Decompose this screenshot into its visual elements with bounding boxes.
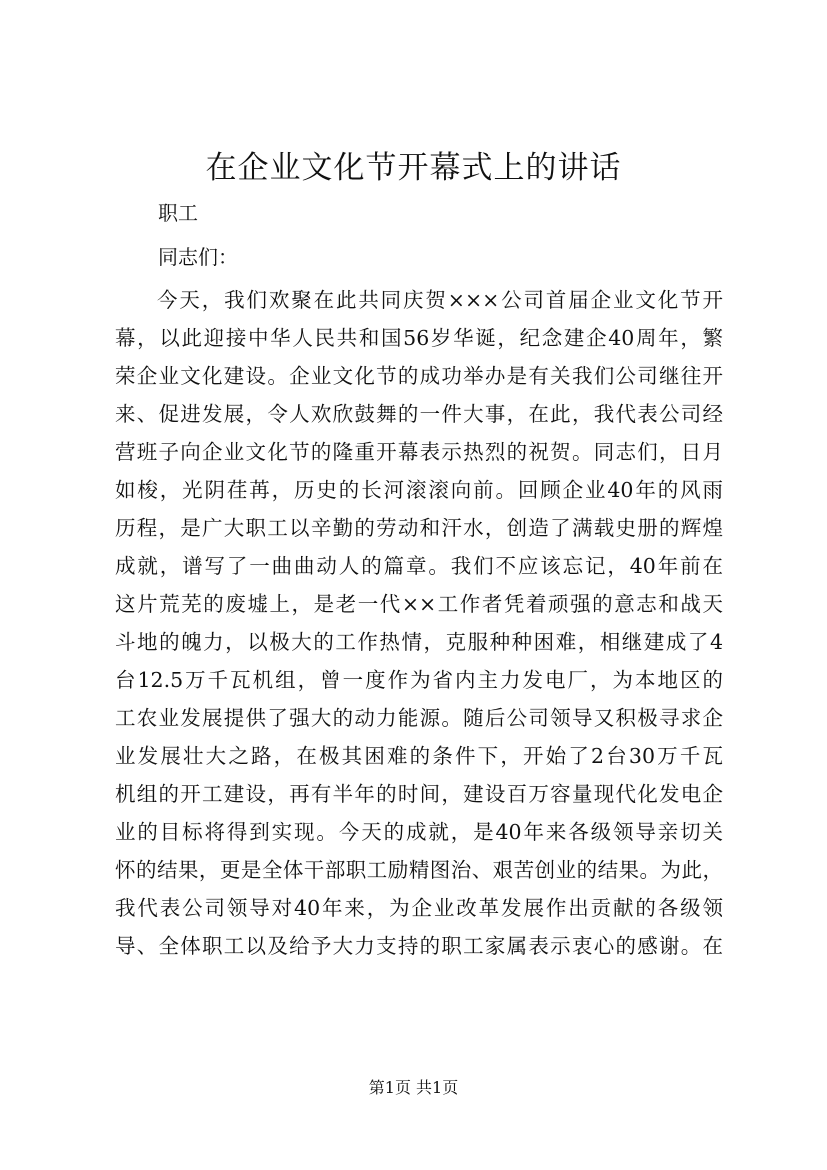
body-line: 这片荒芜的废墟上，是老一代××工作者凭着顽强的意志和战天	[115, 592, 723, 616]
body-line: 来、促进发展，令人欢欣鼓舞的一件大事，在此，我代表公司经	[115, 402, 723, 426]
body-line: 台12.5万千瓦机组，曾一度作为省内主力发电厂，为本地区的	[115, 668, 723, 692]
body-line: 怀的结果，更是全体干部职工励精图治、艰苦创业的结果。为此，	[115, 858, 723, 882]
greeting-line: 同志们：	[158, 245, 238, 269]
body-line: 今天，我们欢聚在此共同庆贺×××公司首届企业文化节开	[157, 288, 723, 312]
body-line: 斗地的魄力，以极大的工作热情，克服种种困难，相继建成了4	[115, 630, 723, 654]
body-line: 导、全体职工以及给予大力支持的职工家属表示衷心的感谢。在	[115, 934, 723, 958]
addressee-line: 职工	[158, 201, 198, 225]
body-line: 如梭，光阴荏苒，历史的长河滚滚向前。回顾企业40年的风雨	[115, 478, 723, 502]
body-line: 业发展壮大之路，在极其困难的条件下，开始了2台30万千瓦	[115, 744, 723, 768]
body-line: 历程，是广大职工以辛勤的劳动和汗水，创造了满载史册的辉煌	[115, 516, 723, 540]
page-number-footer: 第1页 共1页	[368, 1078, 459, 1097]
body-line: 荣企业文化建设。企业文化节的成功举办是有关我们公司继往开	[115, 364, 723, 388]
body-line: 业的目标将得到实现。今天的成就，是40年来各级领导亲切关	[115, 820, 723, 844]
body-line: 工农业发展提供了强大的动力能源。随后公司领导又积极寻求企	[115, 706, 723, 730]
body-line: 机组的开工建设，再有半年的时间，建设百万容量现代化发电企	[115, 782, 723, 806]
body-line: 幕，以此迎接中华人民共和国56岁华诞，纪念建企40周年，繁	[115, 326, 723, 350]
speech-body	[115, 281, 723, 965]
body-line: 营班子向企业文化节的隆重开幕表示热烈的祝贺。同志们，日月	[115, 440, 723, 464]
body-line: 我代表公司领导对40年来，为企业改革发展作出贡献的各级领	[115, 896, 723, 920]
body-line: 成就，谱写了一曲曲动人的篇章。我们不应该忘记，40年前在	[115, 554, 723, 578]
document-title: 在企业文化节开幕式上的讲话	[205, 150, 622, 186]
